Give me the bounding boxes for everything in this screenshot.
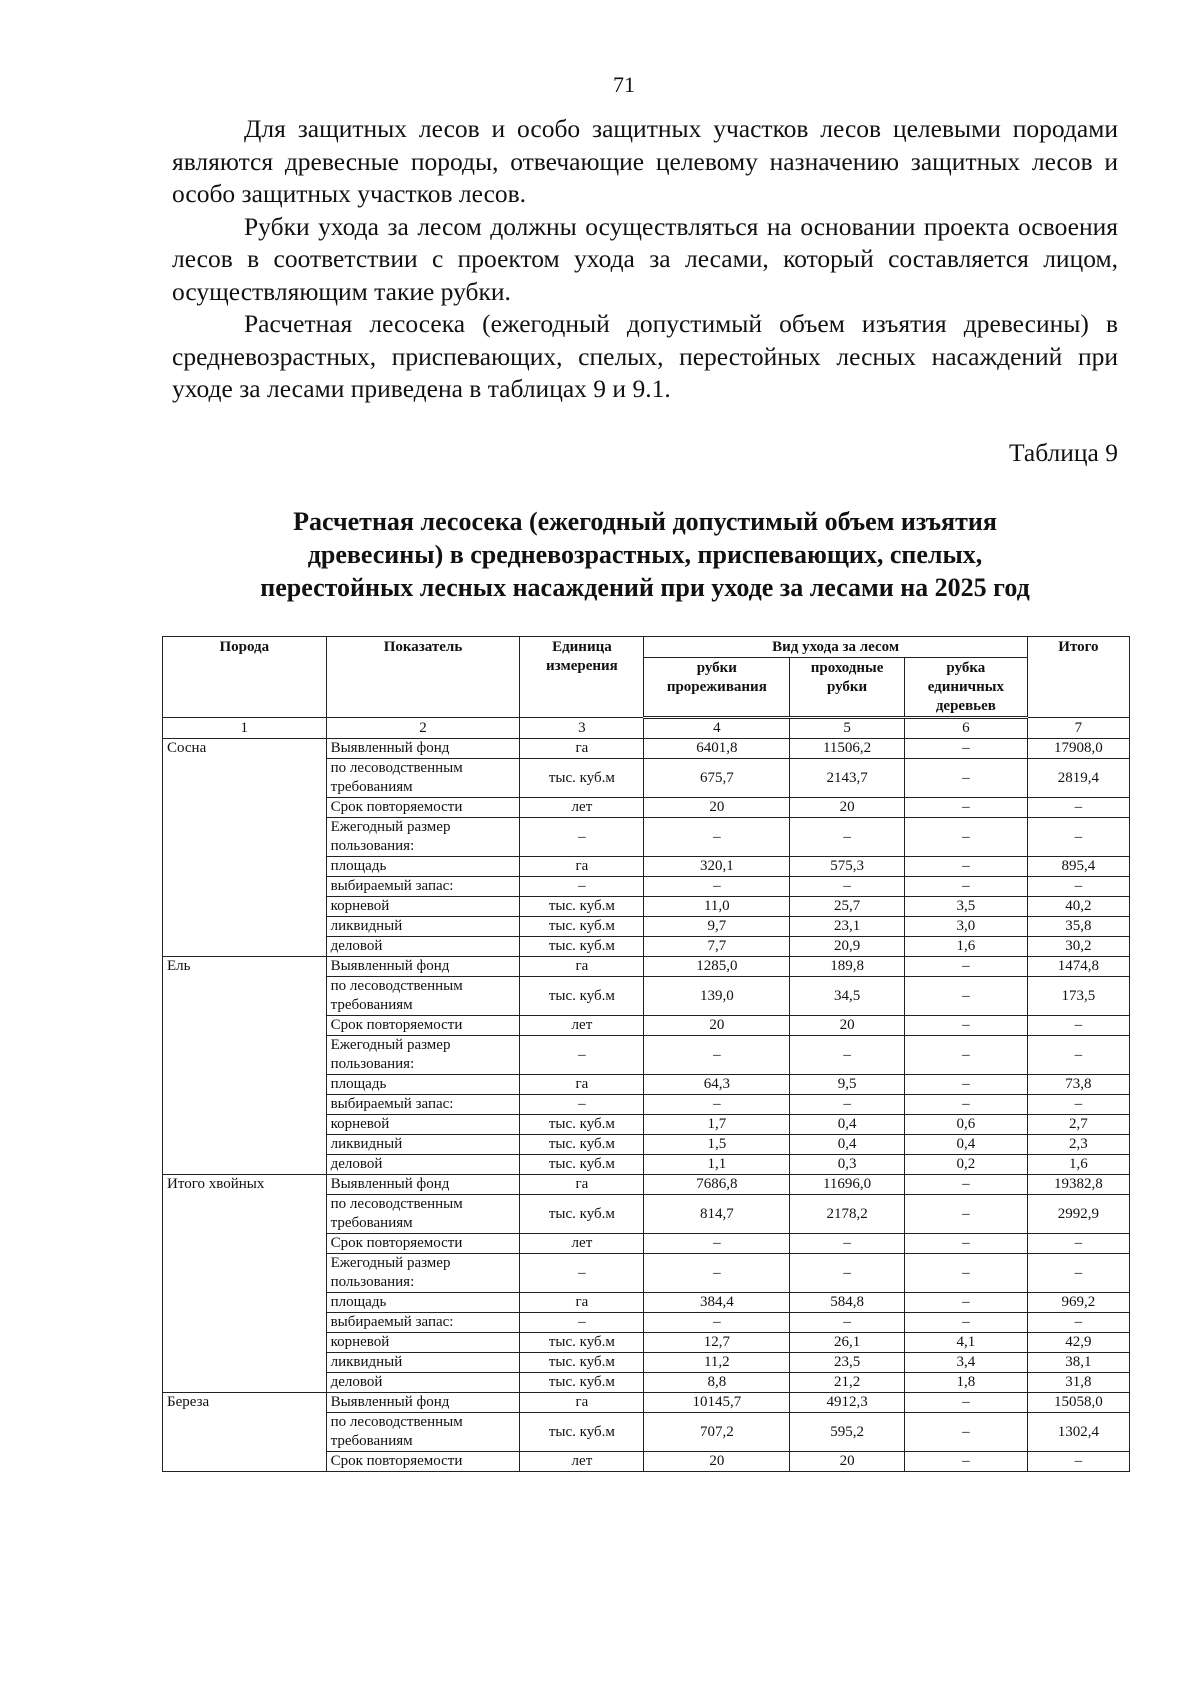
unit-cell: лет (520, 1452, 644, 1472)
value-cell: 40,2 (1027, 897, 1129, 917)
value-cell: – (644, 1313, 790, 1333)
indicator-cell: площадь (326, 1075, 520, 1095)
value-cell: 2819,4 (1027, 759, 1129, 798)
indicator-cell: выбираемый запас: (326, 877, 520, 897)
value-cell: – (644, 1036, 790, 1075)
indicator-cell: корневой (326, 1115, 520, 1135)
value-cell: 73,8 (1027, 1075, 1129, 1095)
value-cell: 2992,9 (1027, 1195, 1129, 1234)
value-cell: 20 (790, 1016, 905, 1036)
value-cell: 1,1 (644, 1155, 790, 1175)
table-title-line: древесины) в средневозрастных, приспевающих, спелых, (307, 540, 983, 569)
value-cell: – (904, 1075, 1027, 1095)
header-breed: Порода (163, 637, 327, 718)
indicator-cell: корневой (326, 897, 520, 917)
unit-cell: лет (520, 1234, 644, 1254)
value-cell: 42,9 (1027, 1333, 1129, 1353)
paragraph: Для защитных лесов и особо защитных участков лесов целевыми породами являются древесные породы, отвечающие целевому назначению защитных лесов и особо защитных участков лесов. (172, 114, 1118, 208)
column-number: 3 (520, 718, 644, 739)
value-cell: 34,5 (790, 977, 905, 1016)
value-cell: 1,8 (904, 1373, 1027, 1393)
value-cell: – (904, 957, 1027, 977)
unit-cell: га (520, 1393, 644, 1413)
value-cell: 23,5 (790, 1353, 905, 1373)
unit-cell: тыс. куб.м (520, 1155, 644, 1175)
value-cell: – (904, 1413, 1027, 1452)
indicator-cell: Срок повторяемости (326, 1234, 520, 1254)
column-numbers-row (163, 718, 1130, 739)
value-cell: 7686,8 (644, 1175, 790, 1195)
value-cell: 21,2 (790, 1373, 905, 1393)
value-cell: – (644, 1095, 790, 1115)
value-cell: – (1027, 877, 1129, 897)
indicator-cell: Срок повторяемости (326, 1016, 520, 1036)
value-cell: 0,2 (904, 1155, 1027, 1175)
unit-cell: га (520, 739, 644, 759)
value-cell: 0,3 (790, 1155, 905, 1175)
value-cell: – (904, 977, 1027, 1016)
column-number: 2 (326, 718, 520, 739)
indicator-cell: Выявленный фонд (326, 1393, 520, 1413)
value-cell: – (1027, 818, 1129, 857)
column-number: 5 (790, 718, 905, 739)
unit-cell: – (520, 877, 644, 897)
value-cell: 675,7 (644, 759, 790, 798)
header-indicator: Показатель (326, 637, 520, 718)
value-cell: 2143,7 (790, 759, 905, 798)
indicator-cell: деловой (326, 1155, 520, 1175)
value-cell: – (644, 818, 790, 857)
unit-cell: – (520, 818, 644, 857)
value-cell: – (1027, 1095, 1129, 1115)
unit-cell: тыс. куб.м (520, 759, 644, 798)
indicator-cell: выбираемый запас: (326, 1095, 520, 1115)
table-row (163, 1393, 1130, 1413)
table-body (163, 718, 1130, 1472)
value-cell: 20 (790, 798, 905, 818)
value-cell: 23,1 (790, 917, 905, 937)
value-cell: – (904, 1195, 1027, 1234)
indicator-cell: выбираемый запас: (326, 1313, 520, 1333)
value-cell: – (904, 759, 1027, 798)
table-title-line: перестойных лесных насаждений при уходе за лесами на 2025 год (260, 573, 1030, 602)
value-cell: 1302,4 (1027, 1413, 1129, 1452)
value-cell: – (904, 818, 1027, 857)
value-cell: 173,5 (1027, 977, 1129, 1016)
value-cell: – (904, 1452, 1027, 1472)
value-cell: 0,4 (904, 1135, 1027, 1155)
value-cell: – (790, 877, 905, 897)
unit-cell: тыс. куб.м (520, 917, 644, 937)
value-cell: 139,0 (644, 977, 790, 1016)
indicator-cell: ликвидный (326, 917, 520, 937)
value-cell: – (904, 1293, 1027, 1313)
value-cell: 15058,0 (1027, 1393, 1129, 1413)
value-cell: – (790, 1254, 905, 1293)
unit-cell: – (520, 1095, 644, 1115)
value-cell: 2178,2 (790, 1195, 905, 1234)
header-single-trees: рубка единичных деревьев (904, 658, 1027, 718)
value-cell: 9,7 (644, 917, 790, 937)
value-cell: 31,8 (1027, 1373, 1129, 1393)
value-cell: – (904, 798, 1027, 818)
value-cell: 20 (790, 1452, 905, 1472)
value-cell: 320,1 (644, 857, 790, 877)
value-cell: 6401,8 (644, 739, 790, 759)
unit-cell: тыс. куб.м (520, 897, 644, 917)
unit-cell: тыс. куб.м (520, 1333, 644, 1353)
unit-cell: тыс. куб.м (520, 1413, 644, 1452)
value-cell: 2,7 (1027, 1115, 1129, 1135)
indicator-cell: деловой (326, 937, 520, 957)
unit-cell: тыс. куб.м (520, 1373, 644, 1393)
indicator-cell: ликвидный (326, 1353, 520, 1373)
column-number: 4 (644, 718, 790, 739)
paragraph: Рубки ухода за лесом должны осуществляться на основании проекта освоения лесов в соответствии с проектом ухода за лесами, который составляется лицом, осуществляющим такие рубки. (172, 211, 1118, 306)
value-cell: 8,8 (644, 1373, 790, 1393)
value-cell: – (904, 877, 1027, 897)
value-cell: – (1027, 1254, 1129, 1293)
value-cell: 30,2 (1027, 937, 1129, 957)
unit-cell: га (520, 957, 644, 977)
column-number: 1 (163, 718, 327, 739)
header-total: Итого (1027, 637, 1129, 718)
table-row (163, 957, 1130, 977)
unit-cell: тыс. куб.м (520, 1195, 644, 1234)
value-cell: 17908,0 (1027, 739, 1129, 759)
column-number: 6 (904, 718, 1027, 739)
value-cell: 3,4 (904, 1353, 1027, 1373)
value-cell: 3,0 (904, 917, 1027, 937)
value-cell: – (904, 1036, 1027, 1075)
value-cell: – (790, 818, 905, 857)
value-cell: 1,6 (904, 937, 1027, 957)
table-title (172, 505, 1118, 604)
value-cell: 595,2 (790, 1413, 905, 1452)
value-cell: 19382,8 (1027, 1175, 1129, 1195)
indicator-cell: Выявленный фонд (326, 957, 520, 977)
value-cell: 38,1 (1027, 1353, 1129, 1373)
value-cell: – (904, 857, 1027, 877)
value-cell: 11506,2 (790, 739, 905, 759)
value-cell: 12,7 (644, 1333, 790, 1353)
value-cell: 20,9 (790, 937, 905, 957)
header-care-type: Вид ухода за лесом (644, 637, 1027, 658)
value-cell: 25,7 (790, 897, 905, 917)
unit-cell: – (520, 1313, 644, 1333)
header-unit: Единица измерения (520, 637, 644, 718)
value-cell: 11,2 (644, 1353, 790, 1373)
value-cell: 4912,3 (790, 1393, 905, 1413)
breed-cell: Береза (163, 1393, 327, 1472)
value-cell: 584,8 (790, 1293, 905, 1313)
value-cell: 20 (644, 1016, 790, 1036)
value-cell: – (1027, 1016, 1129, 1036)
indicator-cell: ликвидный (326, 1135, 520, 1155)
unit-cell: тыс. куб.м (520, 977, 644, 1016)
indicator-cell: Ежегодный размер пользования: (326, 1254, 520, 1293)
harvest-table (162, 636, 1130, 1472)
indicator-cell: деловой (326, 1373, 520, 1393)
column-number: 7 (1027, 718, 1129, 739)
value-cell: – (1027, 1452, 1129, 1472)
value-cell: – (904, 1313, 1027, 1333)
value-cell: 707,2 (644, 1413, 790, 1452)
value-cell: – (790, 1234, 905, 1254)
value-cell: – (790, 1095, 905, 1115)
header-thinning: рубки прореживания (644, 658, 790, 718)
value-cell: 11696,0 (790, 1175, 905, 1195)
unit-cell: тыс. куб.м (520, 1353, 644, 1373)
indicator-cell: по лесоводственным требованиям (326, 759, 520, 798)
value-cell: 35,8 (1027, 917, 1129, 937)
value-cell: 7,7 (644, 937, 790, 957)
value-cell: 20 (644, 798, 790, 818)
indicator-cell: площадь (326, 1293, 520, 1313)
value-cell: 814,7 (644, 1195, 790, 1234)
indicator-cell: площадь (326, 857, 520, 877)
value-cell: – (790, 1036, 905, 1075)
value-cell: 969,2 (1027, 1293, 1129, 1313)
value-cell: 11,0 (644, 897, 790, 917)
indicator-cell: Выявленный фонд (326, 1175, 520, 1195)
value-cell: 384,4 (644, 1293, 790, 1313)
breed-cell: Итого хвойных (163, 1175, 327, 1393)
breed-cell: Сосна (163, 739, 327, 957)
value-cell: 0,4 (790, 1115, 905, 1135)
value-cell: 0,6 (904, 1115, 1027, 1135)
value-cell: 9,5 (790, 1075, 905, 1095)
value-cell: – (904, 1234, 1027, 1254)
value-cell: 575,3 (790, 857, 905, 877)
value-cell: – (904, 739, 1027, 759)
indicator-cell: по лесоводственным требованиям (326, 977, 520, 1016)
indicator-cell: Срок повторяемости (326, 798, 520, 818)
value-cell: 4,1 (904, 1333, 1027, 1353)
value-cell: – (904, 1175, 1027, 1195)
header-passage: проходные рубки (790, 658, 905, 718)
value-cell: 26,1 (790, 1333, 905, 1353)
value-cell: 3,5 (904, 897, 1027, 917)
value-cell: – (904, 1393, 1027, 1413)
value-cell: 10145,7 (644, 1393, 790, 1413)
value-cell: 20 (644, 1452, 790, 1472)
unit-cell: га (520, 857, 644, 877)
value-cell: – (904, 1254, 1027, 1293)
paragraph: Расчетная лесосека (ежегодный допустимый объем изъятия древесины) в средневозрастных, приспевающих, спелых, перестойных лесных насаждений при уходе за лесами приведена в таблицах 9 и 9.1. (172, 309, 1118, 403)
indicator-cell: по лесоводственным требованиям (326, 1195, 520, 1234)
value-cell: – (1027, 1234, 1129, 1254)
value-cell: – (904, 1095, 1027, 1115)
unit-cell: тыс. куб.м (520, 1115, 644, 1135)
indicator-cell: Ежегодный размер пользования: (326, 818, 520, 857)
value-cell: 1474,8 (1027, 957, 1129, 977)
value-cell: – (790, 1313, 905, 1333)
unit-cell: тыс. куб.м (520, 937, 644, 957)
unit-cell: лет (520, 798, 644, 818)
indicator-cell: по лесоводственным требованиям (326, 1413, 520, 1452)
value-cell: 2,3 (1027, 1135, 1129, 1155)
indicator-cell: Срок повторяемости (326, 1452, 520, 1472)
value-cell: 1,5 (644, 1135, 790, 1155)
value-cell: – (644, 1234, 790, 1254)
value-cell: – (1027, 798, 1129, 818)
indicator-cell: корневой (326, 1333, 520, 1353)
value-cell: 1,6 (1027, 1155, 1129, 1175)
unit-cell: га (520, 1175, 644, 1195)
unit-cell: лет (520, 1016, 644, 1036)
value-cell: 895,4 (1027, 857, 1129, 877)
value-cell: – (1027, 1036, 1129, 1075)
unit-cell: тыс. куб.м (520, 1135, 644, 1155)
value-cell: 0,4 (790, 1135, 905, 1155)
indicator-cell: Ежегодный размер пользования: (326, 1036, 520, 1075)
value-cell: – (644, 1254, 790, 1293)
value-cell: – (1027, 1313, 1129, 1333)
value-cell: 64,3 (644, 1075, 790, 1095)
value-cell: – (644, 877, 790, 897)
unit-cell: – (520, 1254, 644, 1293)
unit-cell: га (520, 1293, 644, 1313)
value-cell: 1285,0 (644, 957, 790, 977)
table-row (163, 1175, 1130, 1195)
indicator-cell: Выявленный фонд (326, 739, 520, 759)
breed-cell: Ель (163, 957, 327, 1175)
unit-cell: – (520, 1036, 644, 1075)
table-row (163, 739, 1130, 759)
table-title-line: Расчетная лесосека (ежегодный допустимый объем изъятия (293, 507, 997, 536)
unit-cell: га (520, 1075, 644, 1095)
value-cell: 1,7 (644, 1115, 790, 1135)
page-number: 71 (613, 72, 635, 97)
value-cell: – (904, 1016, 1027, 1036)
table-caption: Таблица 9 (1008, 438, 1118, 467)
body-text (172, 113, 1118, 406)
value-cell: 189,8 (790, 957, 905, 977)
